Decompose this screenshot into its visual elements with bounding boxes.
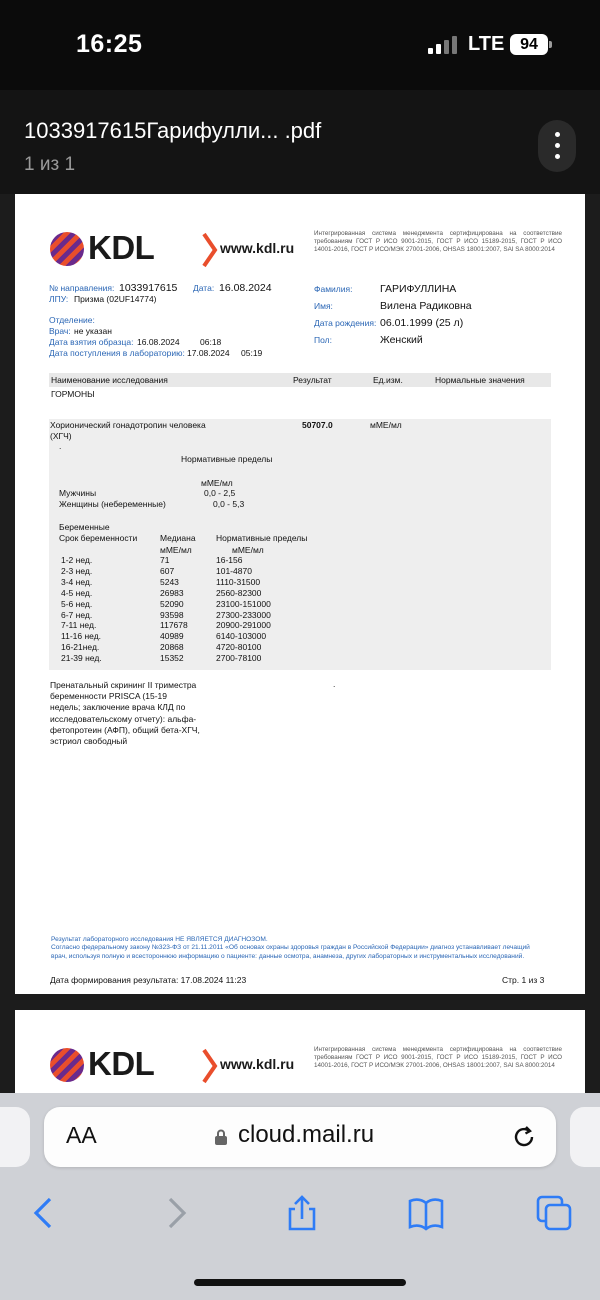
dot-mark: . (59, 441, 62, 451)
bookmarks-icon[interactable] (406, 1193, 446, 1233)
norm-row-term: 16-21нед. (61, 642, 100, 653)
men-label: Мужчины (59, 488, 97, 498)
norms-unit: мМЕ/мл (201, 478, 233, 488)
battery-icon: 94 (510, 34, 548, 55)
name-label: Имя: (314, 301, 333, 311)
norm-row-median: 40989 (160, 631, 184, 642)
result-block (49, 419, 551, 670)
file-title: 1033917615Гарифулли... .pdf (24, 118, 322, 143)
more-options-button[interactable] (538, 120, 576, 172)
norm-row-median: 117678 (160, 620, 188, 631)
prisca-line: исследовательскому отчету): альфа- (50, 713, 197, 724)
arrival-date-label: Дата поступления в лабораторию: (49, 348, 185, 358)
norm-row-term: 2-3 нед. (61, 565, 93, 576)
address-bar[interactable] (44, 1107, 556, 1167)
share-icon[interactable] (282, 1193, 322, 1233)
page-number: Стр. 1 из 3 (502, 975, 545, 985)
date-label: Дата: (193, 283, 215, 293)
back-icon[interactable] (24, 1193, 64, 1233)
sex-label: Пол: (314, 335, 332, 345)
prev-tab-preview[interactable] (0, 1107, 30, 1167)
test-name-line2: (ХГЧ) (50, 431, 72, 441)
network-type: LTE (468, 33, 505, 55)
signal-icon (428, 36, 458, 54)
col-name-header: Наименование исследования (51, 375, 168, 385)
prisca-line: фетопротеин (АФП), общий бета-ХГЧ, (50, 724, 200, 735)
norm-row-term: 1-2 нед. (61, 555, 93, 565)
norm-row-range: 6140-103000 (216, 631, 267, 642)
norm-row-term: 7-11 нед. (61, 620, 97, 631)
tabs-icon[interactable] (534, 1193, 574, 1233)
birth-label: Дата рождения: (314, 318, 377, 328)
norm-row-range: 23100-151000 (216, 598, 271, 609)
patient-name: Вилена Радиковна (380, 300, 472, 312)
page-count: 1 из 1 (24, 154, 76, 175)
lpu-value: Призма (02UF14774) (74, 294, 157, 304)
viewer-header (0, 90, 600, 194)
norm-row-median: 20868 (160, 642, 184, 653)
surname-label: Фамилия: (314, 284, 353, 294)
doctor-label: Врач: (49, 326, 71, 336)
sample-date-label: Дата взятия образца: (49, 337, 134, 347)
test-unit: мМЕ/мл (370, 420, 402, 430)
logo-text: KDL (88, 229, 155, 266)
patient-sex: Женский (380, 334, 423, 346)
norm-row-term: 11-16 нед. (61, 631, 102, 642)
more-dot-icon (555, 154, 560, 159)
logo-url: www.kdl.ru (220, 1056, 295, 1072)
department-label: Отделение: (49, 315, 95, 325)
pdf-viewport[interactable] (0, 194, 600, 1100)
norm-row-range: 101-4870 (216, 565, 252, 576)
section-title: ГОРМОНЫ (51, 389, 95, 399)
norms-title: Нормативные пределы (181, 454, 273, 464)
term-header: Срок беременности (59, 533, 138, 543)
law-disclaimer: Согласно федеральному закону №323-ФЗ от 21.11.2011 «Об основах охраны здоровья граждан в Российской Федерации» диагноз устанавливает лечащий врач, используя полную и всестороннюю информацию о пациенте: данные осмотра, анамнеза, других лабораторных и инструментальных исследований. (51, 944, 530, 960)
norm-row-range: 20900-291000 (216, 620, 271, 631)
more-dot-icon (555, 132, 560, 137)
referral-date: 16.08.2024 (219, 282, 272, 294)
arrival-date: 17.08.2024 (187, 348, 230, 358)
col-unit-header: Ед.изм. (373, 375, 403, 385)
test-name-line1: Хорионический гонадотропин человека (50, 420, 206, 430)
norm-row-term: 4-5 нед. (61, 587, 93, 598)
col-norm-header: Нормальные значения (435, 375, 525, 385)
norm-row-median: 71 (160, 555, 170, 565)
prisca-line: беременности PRISCA (15-19 (50, 691, 168, 702)
prisca-dot: . (333, 679, 336, 689)
url-text[interactable]: cloud.mail.ru (238, 1121, 375, 1148)
test-result: 50707.0 (302, 420, 333, 430)
median-header: Медиана (160, 533, 196, 543)
status-bar (0, 0, 600, 90)
norm-row-range: 1110-31500 (216, 576, 261, 587)
sample-time: 06:18 (200, 337, 222, 347)
pdf-page-2 (15, 1010, 585, 1100)
diagnosis-disclaimer: Результат лабораторного исследования НЕ ЯВЛЯЕТСЯ ДИАГНОЗОМ. (51, 936, 268, 943)
norm-unit: мМЕ/мл (232, 545, 264, 555)
norm-header: Нормативные пределы (216, 533, 308, 543)
norm-row-range: 4720-80100 (216, 642, 262, 653)
men-range: 0,0 - 2,5 (204, 488, 236, 498)
certification-text: Интегрированная система менеджмента сертифицирована на соответствие требованиям ГОСТ Р ИСО 9001-2015, ГОСТ Р ИСО 15189-2015, ГОСТ Р ИСО 14001-2016, ГОСТ Р ИСО/МЭК 27001-2006, OHSAS 18001:2007, SAI SA 8000:2014 (314, 1046, 562, 1069)
col-result-header: Результат (293, 375, 332, 385)
women-label: Женщины (небеременные) (59, 499, 166, 509)
more-dot-icon (555, 143, 560, 148)
norm-row-range: 2700-78100 (216, 653, 262, 664)
logo-chevron-icon (200, 232, 220, 268)
reader-settings-button[interactable]: AA (66, 1122, 97, 1148)
battery-tip (549, 41, 552, 48)
pdf-page-1 (15, 194, 585, 994)
norm-row-term: 3-4 нед. (61, 576, 93, 587)
patient-surname: ГАРИФУЛЛИНА (380, 283, 457, 295)
logo-ball-icon (50, 232, 84, 266)
footer-note (51, 936, 531, 961)
logo-ball-icon (50, 1048, 84, 1082)
prisca-line: эстриол свободный (50, 736, 128, 746)
norm-row-median: 26983 (160, 587, 184, 598)
norm-row-range: 2560-82300 (216, 587, 262, 598)
doctor-value: не указан (74, 326, 112, 336)
arrival-time: 05:19 (241, 348, 263, 358)
logo-text: KDL (88, 1045, 155, 1082)
norm-row-term: 6-7 нед. (61, 609, 93, 620)
browser-toolbar (0, 1093, 600, 1300)
norm-row-term: 21-39 нед. (61, 653, 102, 664)
sample-date: 16.08.2024 (137, 337, 180, 347)
logo-chevron-icon (200, 1048, 220, 1084)
norm-row-median: 607 (160, 565, 175, 576)
pregnant-label: Беременные (59, 522, 110, 532)
norm-row-range: 27300-233000 (216, 609, 271, 620)
reload-icon[interactable] (510, 1123, 538, 1151)
women-range: 0,0 - 5,3 (213, 499, 245, 509)
prisca-line: недель; заключение врача КЛД по (50, 702, 186, 713)
status-time: 16:25 (76, 30, 143, 58)
norm-row-median: 5243 (160, 576, 179, 587)
home-indicator (194, 1279, 406, 1286)
norm-row-median: 52090 (160, 598, 184, 609)
logo-url: www.kdl.ru (220, 240, 295, 256)
next-tab-preview[interactable] (570, 1107, 600, 1167)
prisca-line: Пренатальный скрининг II триместра (50, 680, 197, 690)
norm-row-median: 15352 (160, 653, 184, 664)
forward-icon[interactable] (156, 1193, 196, 1233)
patient-birth: 06.01.1999 (25 л) (380, 317, 464, 329)
norm-row-range: 16-156 (216, 555, 243, 565)
referral-number-label: № направления: (49, 283, 115, 293)
norm-row-median: 93598 (160, 609, 184, 620)
norm-row-term: 5-6 нед. (61, 598, 93, 609)
certification-text: Интегрированная система менеджмента сертифицирована на соответствие требованиям ГОСТ Р ИСО 9001-2015, ГОСТ Р ИСО 15189-2015, ГОСТ Р ИСО 14001-2016, ГОСТ Р ИСО/МЭК 27001-2006, OHSAS 18001:2007, SAI SA 8000:2014 (314, 230, 562, 253)
median-unit: мМЕ/мл (160, 545, 192, 555)
result-formed-date: Дата формирования результата: 17.08.2024 11:23 (50, 975, 247, 985)
lock-icon (214, 1129, 228, 1145)
referral-number: 1033917615 (119, 282, 178, 294)
lpu-label: ЛПУ: (49, 294, 69, 304)
